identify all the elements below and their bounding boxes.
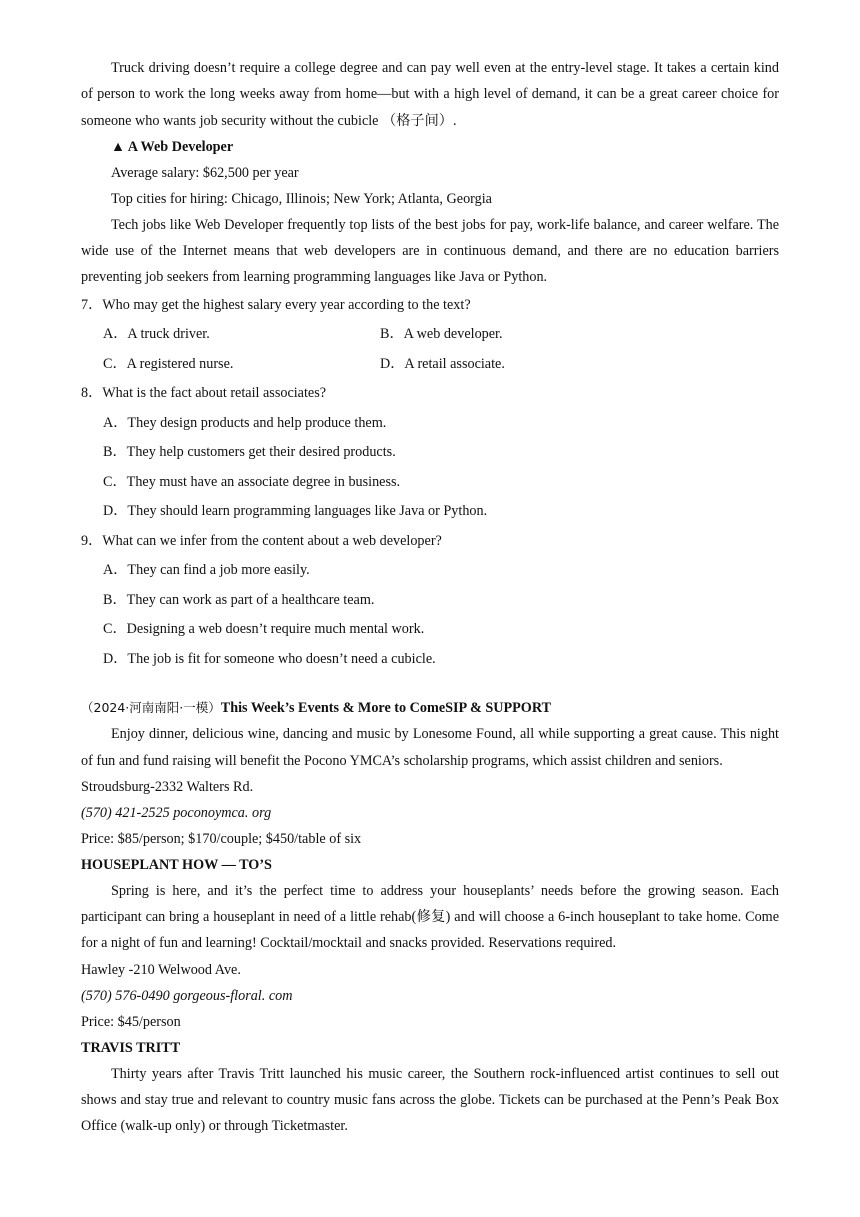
question-9-stem: 9．What can we infer from the content about a web developer? xyxy=(81,532,442,549)
event-2-heading: HOUSEPLANT HOW — TO’S xyxy=(81,856,272,873)
passage-2-source: （2024·河南南阳·一模） xyxy=(81,700,221,716)
event-1-description: Enjoy dinner, delicious wine, dancing and music by Lonesome Found, all while supporting a great cause. This night of fun and fund raising will benefit the Pocono YMCA’s scholarship programs, which assist children and seniors. xyxy=(81,726,779,769)
question-7-option-d[interactable]: D．A retail associate. xyxy=(380,355,505,372)
question-7-options-row-1 xyxy=(81,320,779,350)
question-7-option-c[interactable]: C．A registered nurse. xyxy=(103,355,234,372)
event-2-price: Price: $45/person xyxy=(81,1013,181,1030)
question-9-option-a[interactable]: A．They can find a job more easily. xyxy=(103,562,310,579)
question-7-options-row-2 xyxy=(81,350,779,380)
question-8-stem: 8．What is the fact about retail associates? xyxy=(81,385,327,402)
question-7-option-a[interactable]: A．A truck driver. xyxy=(103,326,210,343)
passage-2-header xyxy=(81,695,779,721)
event-2-description: Spring is here, and it’s the perfect time to address your houseplants’ needs before the growing season. Each participant can bring a houseplant in need of a little rehab(修复) and will choose a 6-inch houseplant to take home. Come for a night of fun and learning! Cocktail/mocktail and snacks provided. Reservations required. xyxy=(81,882,779,952)
event-3-heading: TRAVIS TRITT xyxy=(81,1039,181,1056)
web-developer-heading: ▲ A Web Developer xyxy=(111,138,234,155)
section-gap xyxy=(81,674,779,695)
question-7-option-b[interactable]: B．A web developer. xyxy=(380,326,503,343)
question-8-option-c[interactable]: C．They must have an associate degree in business. xyxy=(103,473,401,490)
question-9-option-c[interactable]: C．Designing a web doesn’t require much mental work. xyxy=(103,621,425,638)
question-8-option-d[interactable]: D．They should learn programming languages like Java or Python. xyxy=(103,503,488,520)
event-2-address: Hawley -210 Welwood Ave. xyxy=(81,961,241,978)
question-8-option-b[interactable]: B．They help customers get their desired products. xyxy=(103,444,396,461)
web-developer-salary: Average salary: $62,500 per year xyxy=(111,164,299,181)
document-page xyxy=(81,55,779,1140)
event-2-contact: (570) 576-0490 gorgeous-floral. com xyxy=(81,987,293,1004)
passage-2-title: This Week’s Events & More to ComeSIP & SUPPORT xyxy=(220,700,552,717)
event-1-address: Stroudsburg-2332 Walters Rd. xyxy=(81,778,254,795)
question-9-option-b[interactable]: B．They can work as part of a healthcare team. xyxy=(103,591,375,608)
truck-paragraph: Truck driving doesn’t require a college degree and can pay well even at the entry-level stage. It takes a certain kind of person to work the long weeks away from home—but with a high level of demand, it can be a great career choice for someone who wants job security without the cubicle （格子间）. xyxy=(81,60,779,129)
web-developer-cities: Top cities for hiring: Chicago, Illinois; New York; Atlanta, Georgia xyxy=(111,190,492,207)
question-8-option-a[interactable]: A．They design products and help produce them. xyxy=(103,414,387,431)
event-1-price: Price: $85/person; $170/couple; $450/table of six xyxy=(81,830,362,847)
event-3-description: Thirty years after Travis Tritt launched his music career, the Southern rock-influenced artist continues to sell out shows and stay true and relevant to country music fans across the globe. Tickets can be purchased at the Penn’s Peak Box Office (walk-up only) or through Ticketmaster. xyxy=(81,1065,779,1135)
question-7-stem: 7．Who may get the highest salary every year according to the text? xyxy=(81,296,471,313)
event-1-contact: (570) 421-2525 poconoymca. org xyxy=(81,804,272,821)
web-developer-paragraph: Tech jobs like Web Developer frequently top lists of the best jobs for pay, work-life balance, and career welfare. The wide use of the Internet means that web developers are in continuous demand, and there are no education barriers preventing job seekers from learning programming languages like Java or Python. xyxy=(81,216,779,286)
question-9-option-d[interactable]: D．The job is fit for someone who doesn’t need a cubicle. xyxy=(103,650,436,667)
